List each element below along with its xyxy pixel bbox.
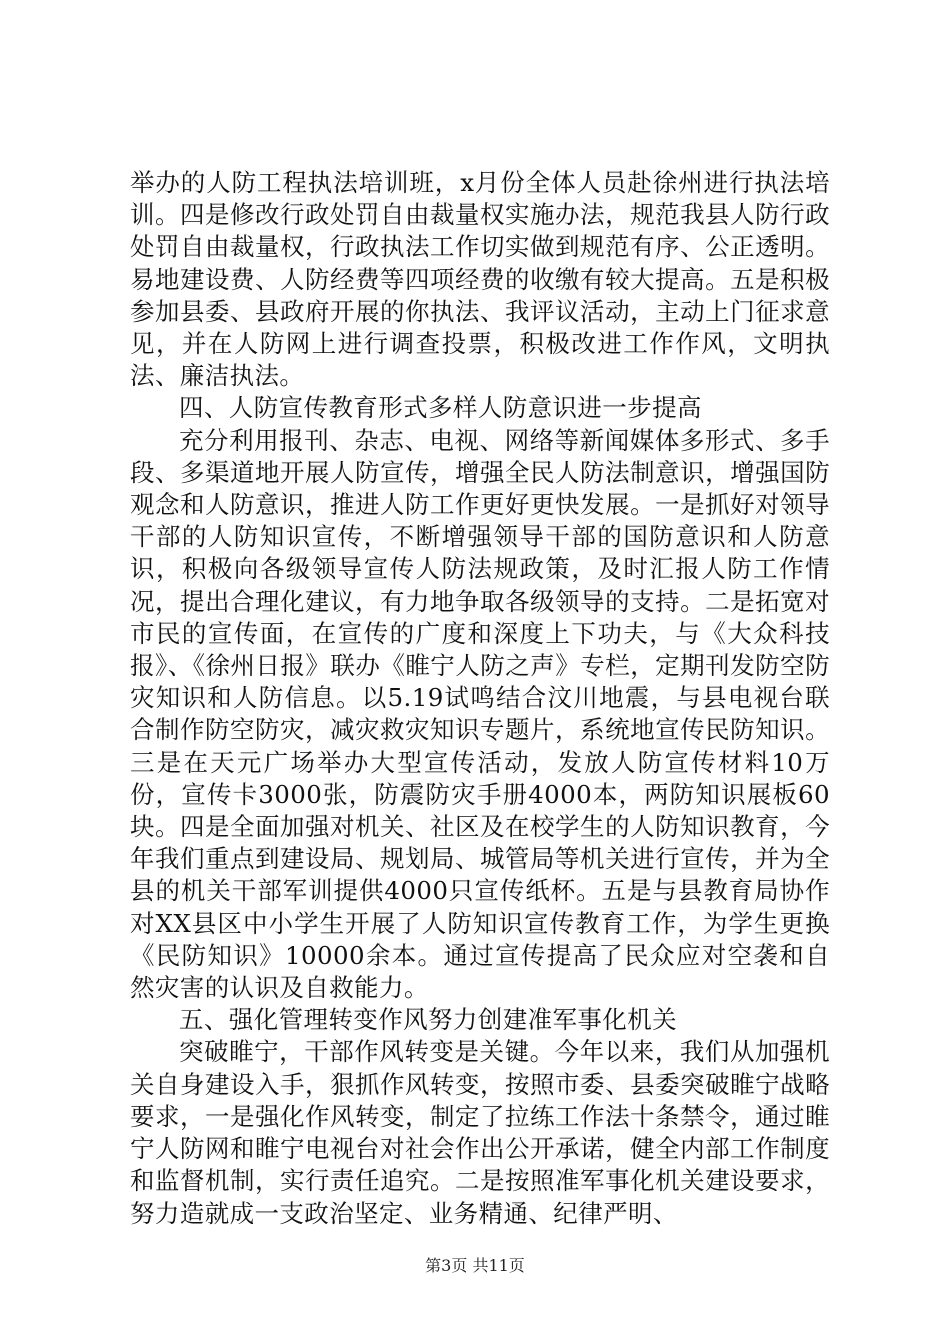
section-heading-4: 四、人防宣传教育形式多样人防意识进一步提高 <box>179 393 702 423</box>
paragraph-management: 突破睢宁，干部作风转变是关键。今年以来，我们从加强机关自身建设入手，狠抓作风转变，按照市委、县委突破睢宁战略要求，一是强化作风转变，制定了拉练工作法十条禁令，通过睢宁人防网和睢宁电视台对社会作出公开承诺，健全内部工作制度和监督机制，实行责任追究。二是按照准军事化机关建设要求，努力造就成一支政治坚定、业务精通、纪律严明、 <box>130 1037 830 1228</box>
paragraph-publicity: 充分利用报刊、杂志、电视、网络等新闻媒体多形式、多手段、多渠道地开展人防宣传，增强全民人防法制意识，增强国防观念和人防意识，推进人防工作更好更快发展。一是抓好对领导干部的人防知识宣传，不断增强领导干部的国防意识和人防意识，积极向各级领导宣传人防法规政策，及时汇报人防工作情况，提出合理化建议，有力地争取各级领导的支持。二是拓宽对市民的宣传面，在宣传的广度和深度上下功夫，与《大众科技报》、《徐州日报》联办《睢宁人防之声》专栏，定期刊发防空防灾知识和人防信息。以5.19试鸣结合汶川地震，与县电视台联合制作防空防灾，减灾救灾知识专题片，系统地宣传民防知识。三是在天元广场举办大型宣传活动，发放人防宣传材料10万份，宣传卡3000张，防震防灾手册4000本，两防知识展板60块。四是全面加强对机关、社区及在校学生的人防知识教育，今年我们重点到建设局、规划局、城管局等机关进行宣传，并为全县的机关干部军训提供4000只宣传纸杯。五是与县教育局协作对XX县区中小学生开展了人防知识宣传教育工作，为学生更换《民防知识》10000余本。通过宣传提高了民众应对空袭和自然灾害的认识及自救能力。 <box>130 425 830 1003</box>
page-number-footer: 第3页 共11页 <box>425 1256 525 1275</box>
document-body <box>130 167 830 1230</box>
section-heading-5: 五、强化管理转变作风努力创建准军事化机关 <box>179 1005 677 1035</box>
paragraph-continuation: 举办的人防工程执法培训班，x月份全体人员赴徐州进行执法培训。四是修改行政处罚自由裁量权实施办法，规范我县人防行政处罚自由裁量权，行政执法工作切实做到规范有序、公正透明。易地建设费、人防经费等四项经费的收缴有较大提高。五是积极参加县委、县政府开展的你执法、我评议活动，主动上门征求意见，并在人防网上进行调查投票，积极改进工作作风，文明执法、廉洁执法。 <box>130 168 830 391</box>
